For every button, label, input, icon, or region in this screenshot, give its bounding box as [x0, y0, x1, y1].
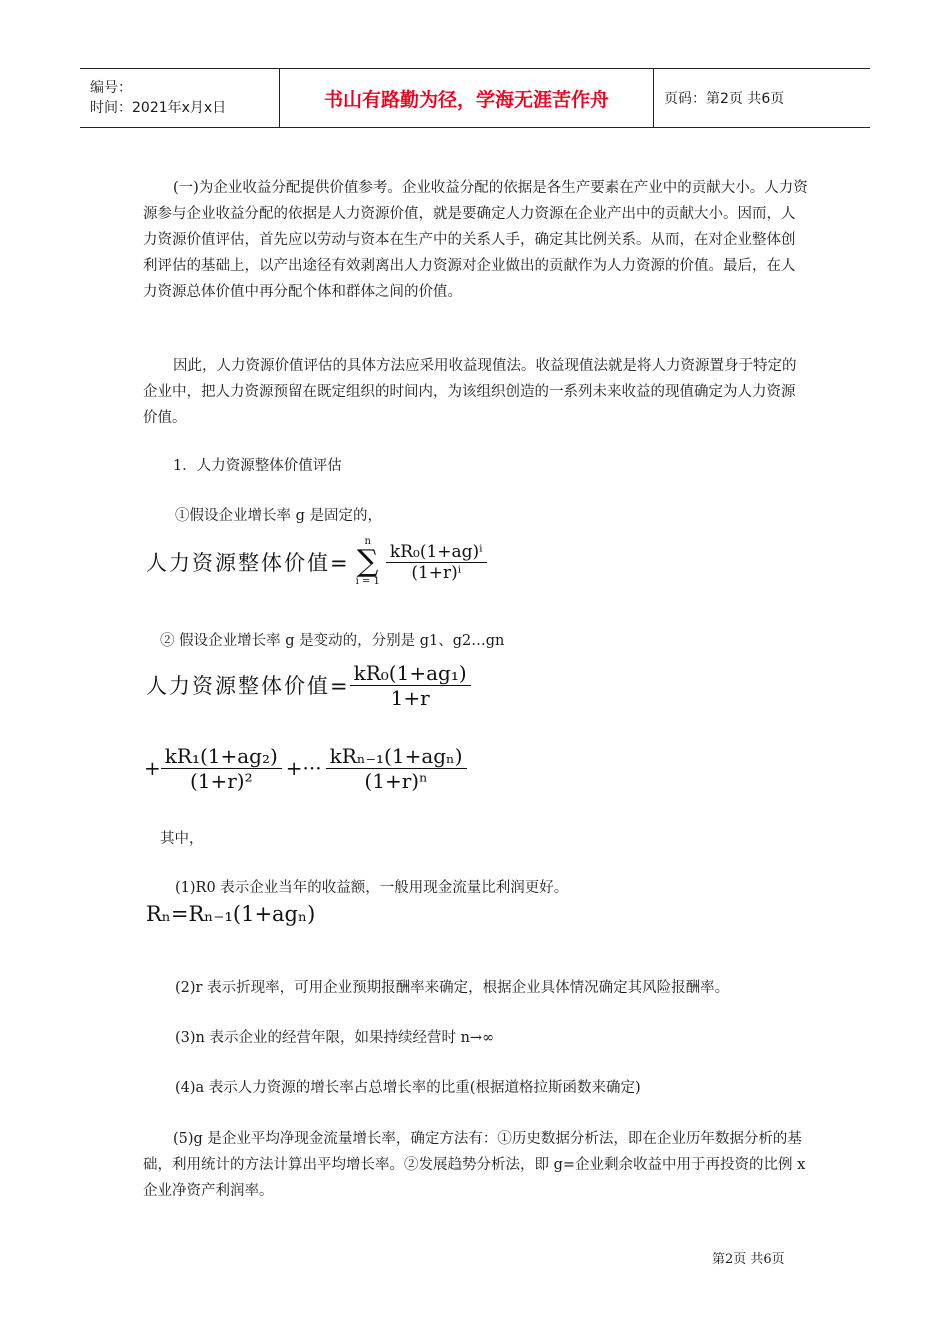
- formula-revenue-recursion: Rₙ=Rₙ₋₁(1+agₙ): [146, 902, 316, 926]
- definition-1: (1)R0 表示企业当年的收益额，一般用现金流量比利润更好。: [175, 880, 569, 896]
- header-meta: [80, 69, 280, 127]
- fraction-1-numerator: kR₀(1+ag)ⁱ: [386, 542, 487, 563]
- assumption-2: ② 假设企业增长率 g 是变动的，分别是 g1、g2…gn: [160, 633, 505, 649]
- document-number-label: 编号：: [90, 80, 132, 96]
- formula-variable-growth-line-1: [146, 656, 471, 714]
- plus-sign: +: [144, 756, 161, 780]
- definition-4: (4)a 表示人力资源的增长率占总增长率的比重(根据道格拉斯函数来确定): [175, 1080, 641, 1096]
- definition-5: (5)g 是企业平均净现金流量增长率，确定方法有：①历史数据分析法，即在企业历年数据分析的基础，利用统计的方法计算出平均增长率。②发展趋势分析法，即 g=企业剩余收益中用于再投资的比例 x 企业净资产利润率。: [143, 1131, 806, 1199]
- formula-2-lhs: 人力资源整体价值=: [146, 674, 350, 698]
- header-motto: [280, 69, 654, 127]
- fraction-2c-numerator: kRₙ₋₁(1+agₙ): [326, 744, 467, 769]
- fraction-2a-numerator: kR₀(1+ag₁): [350, 661, 471, 686]
- section-heading: 1．人力资源整体价值评估: [173, 458, 342, 474]
- page-header: [80, 68, 870, 128]
- definition-2: (2)r 表示折现率，可用企业预期报酬率来确定，根据企业具体情况确定其风险报酬率。: [175, 980, 730, 996]
- where-label: 其中，: [160, 831, 204, 847]
- assumption-1: ①假设企业增长率 g 是固定的，: [175, 508, 382, 524]
- fraction-2c-denominator: (1+r)ⁿ: [364, 768, 428, 793]
- sum-lower-limit: i = 1: [355, 576, 380, 587]
- sigma-icon: ∑: [357, 544, 379, 579]
- fraction-2b: [161, 744, 282, 793]
- fraction-1-denominator: (1+r)ⁱ: [411, 562, 462, 583]
- fraction-2a-denominator: 1+r: [390, 685, 430, 710]
- fraction-2a: [350, 661, 471, 710]
- formula-variable-growth-line-2: [144, 738, 467, 798]
- page-info-text: 页码：第2页 共6页: [664, 91, 785, 107]
- formula-fixed-growth: [146, 530, 487, 594]
- motto-text: 书山有路勤为径，学海无涯苦作舟: [323, 88, 609, 111]
- sum-upper-limit: n: [364, 536, 371, 547]
- summation: [356, 537, 380, 587]
- header-page-info: [654, 69, 870, 127]
- formula-lhs: 人力资源整体价值=: [146, 551, 350, 575]
- fraction-2b-numerator: kR₁(1+ag₂): [161, 744, 282, 769]
- paragraph-1: (一)为企业收益分配提供价值参考。企业收益分配的依据是各生产要素在产业中的贡献大小。人力资源参与企业收益分配的依据是人力资源价值，就是要确定人力资源在企业产出中的贡献大小。因而，人力资源价值评估，首先应以劳动与资本在生产中的关系人手，确定其比例关系。从而，在对企业整体创利评估的基础上，以产出途径有效剥离出人力资源对企业做出的贡献作为人力资源的价值。最后，在人力资源总体价值中再分配个体和群体之间的价值。: [143, 180, 808, 300]
- fraction-2b-denominator: (1+r)²: [189, 768, 253, 793]
- definition-3: (3)n 表示企业的经营年限，如果持续经营时 n→∞: [175, 1030, 495, 1046]
- fraction-2c: [326, 744, 467, 793]
- page-footer: 第2页 共6页: [712, 1252, 785, 1267]
- series-ellipsis: +···: [285, 756, 322, 780]
- fraction-1: [386, 542, 487, 583]
- document-time-label: 时间：2021年x月x日: [90, 100, 227, 116]
- paragraph-2: 因此，人力资源价值评估的具体方法应采用收益现值法。收益现值法就是将人力资源置身于特定的企业中，把人力资源预留在既定组织的时间内，为该组织创造的一系列未来收益的现值确定为人力资源价值。: [143, 358, 797, 426]
